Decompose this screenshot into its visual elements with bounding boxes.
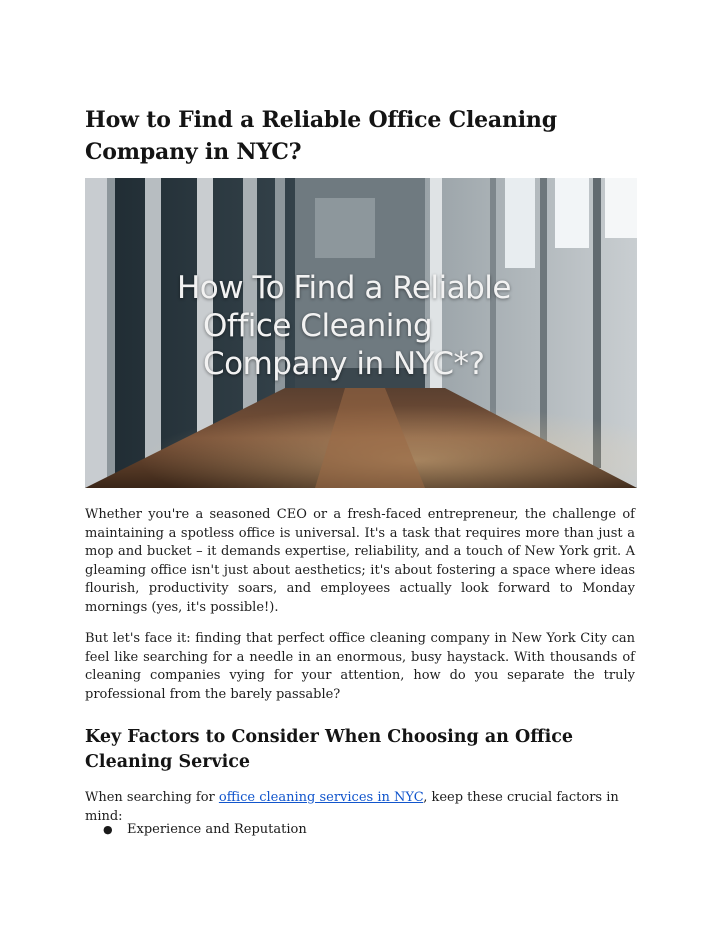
list-item-text: Experience and Reputation bbox=[127, 822, 307, 837]
hero-overlay-line: Office Cleaning bbox=[203, 308, 433, 344]
section-heading: Key Factors to Consider When Choosing an Office Cleaning Service bbox=[85, 727, 574, 772]
hero-overlay-line: Company in NYC*? bbox=[203, 346, 485, 382]
bullet-marker: ● bbox=[103, 823, 113, 836]
office-cleaning-link[interactable]: office cleaning services in NYC bbox=[218, 790, 424, 805]
hero-image bbox=[85, 178, 637, 488]
body-paragraph: But let's face it: finding that perfect office cleaning company in New York City can feel like searching for a needle in an enormous, busy haystack. With thousands of cleaning companies vying for your attention, how do you separate the truly professional from the barely passable? bbox=[85, 631, 635, 702]
intro-text: When searching for bbox=[85, 790, 219, 805]
body-paragraph: Whether you're a seasoned CEO or a fresh-faced entrepreneur, the challenge of maintaining a spotless office is universal. It's a task that requires more than just a mop and bucket – it demands expertise, reliability, and a touch of New York grit. A gleaming office isn't just about aesthetics; it's about fostering a space where ideas flourish, productivity soars, and employees actually look forward to Monday mornings (yes, it's possible!). bbox=[85, 507, 635, 615]
page-title: How to Find a Reliable Office Cleaning Company in NYC? bbox=[85, 107, 557, 165]
intro-text: , keep these crucial factors in mind: bbox=[85, 790, 619, 824]
hero-overlay-line: How To Find a Reliable bbox=[177, 270, 511, 306]
